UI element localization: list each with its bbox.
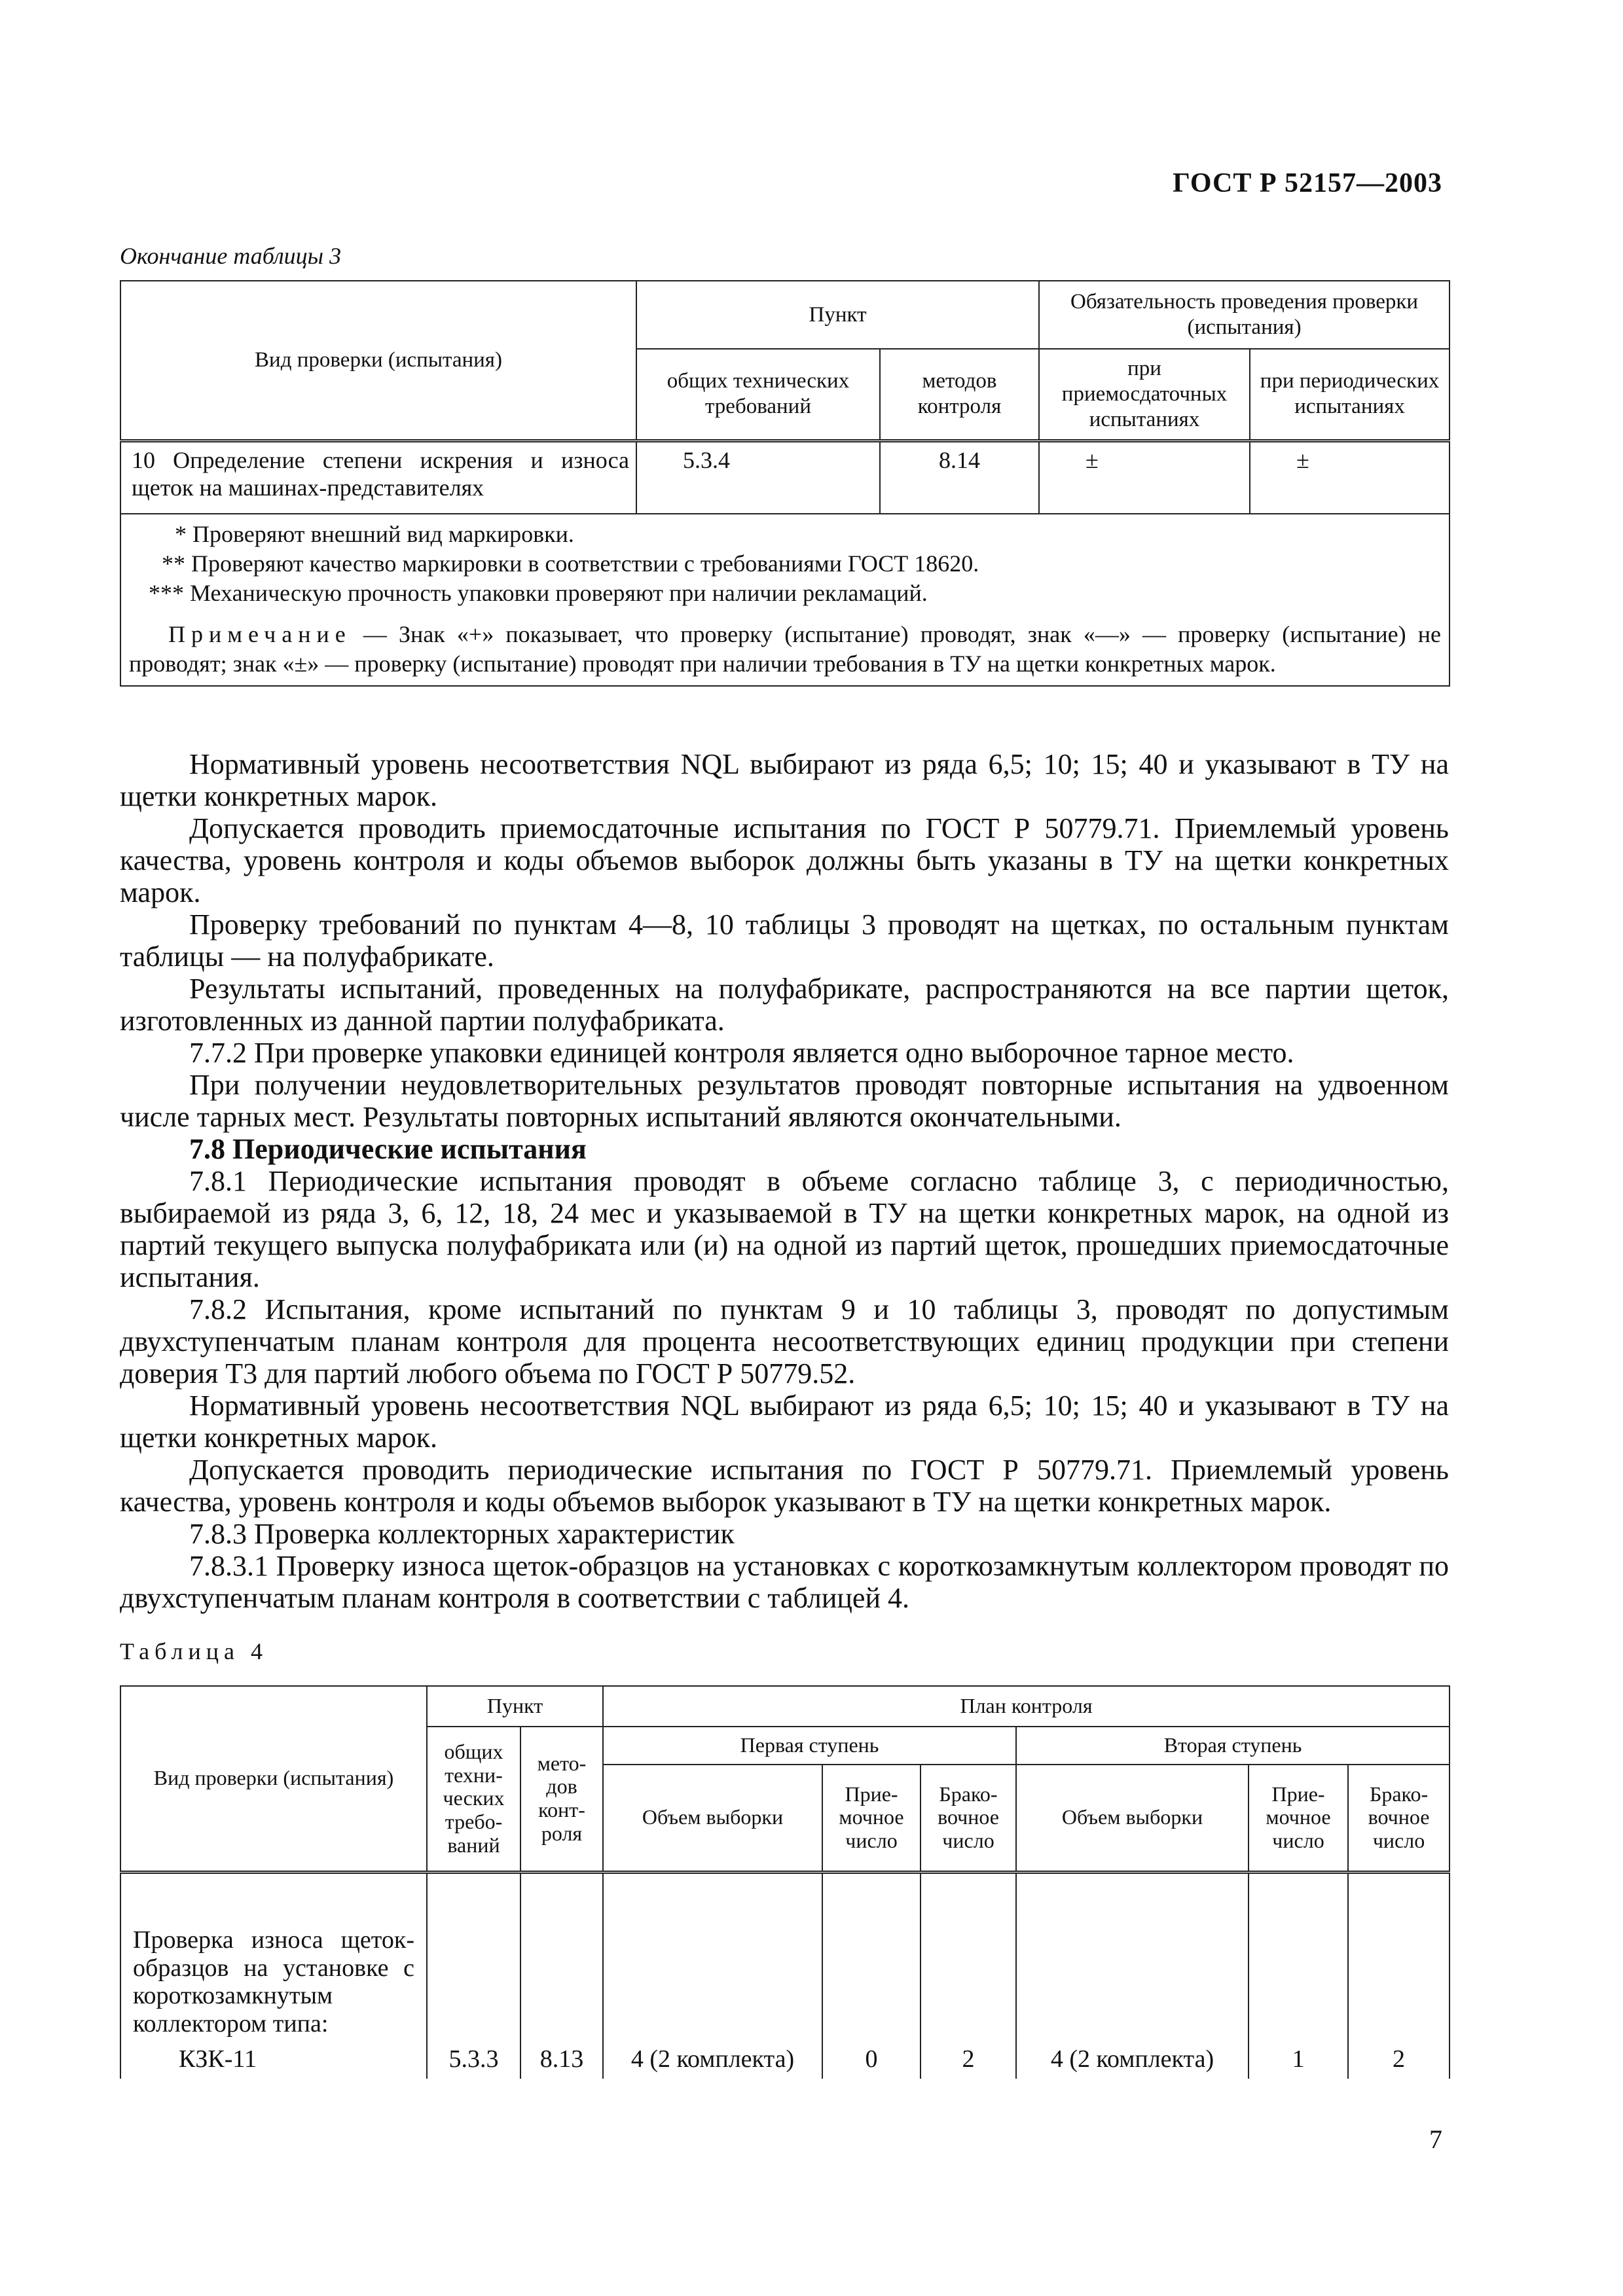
t4-header-s1-reject: Брако-вочное число: [921, 1765, 1016, 1872]
paragraph: Проверку требований по пунктам 4—8, 10 таблицы 3 проводят на щетках, по остальным пунктам таблицы — на полуфабрикате.: [120, 908, 1449, 973]
table-3: [120, 280, 1450, 687]
t4-cell-s1-accept: 0: [822, 1872, 921, 2079]
paragraph: 7.8.3.1 Проверку износа щеток-образцов на установках с короткозамкнутым коллектором проводят по двухступенчатым планам контроля в соответствии с таблицей 4.: [120, 1550, 1449, 1614]
t4-cell-clause-methods: 8.13: [520, 1872, 603, 2079]
t4-cell-s1-reject: 2: [921, 1872, 1016, 2079]
t4-header-s2-reject: Брако-вочное число: [1348, 1765, 1450, 1872]
page-number: 7: [1429, 2125, 1442, 2154]
t4-header-stage2: Вторая ступень: [1016, 1727, 1450, 1765]
t4-cell-clause-general: 5.3.3: [427, 1872, 520, 2079]
t4-cell-check: [120, 1872, 427, 2079]
t3-header-mandatory: Обязательность проведения проверки (испытания): [1039, 281, 1450, 349]
note-text: — Знак «+» показывает, что проверку (испытание) проводят, знак «—» — проверку (испытание) не проводят; знак «±» — проверку (испытание) проводят при наличии требования в ТУ на щетки конкретных марок.: [129, 621, 1442, 677]
t3-cell-acceptance: ±: [1039, 440, 1250, 514]
document-code: ГОСТ Р 52157—2003: [1173, 168, 1442, 198]
t4-header-clause-methods: мето-дов конт-роля: [520, 1727, 603, 1872]
t4-header-s1-sample: Объем выборки: [603, 1765, 822, 1872]
t4-check-label: Проверка износа щеток-образцов на установке с короткозамкнутым коллектором типа:: [133, 1926, 414, 2037]
paragraph: Нормативный уровень несоответствия NQL выбирают из ряда 6,5; 10; 15; 40 и указывают в ТУ на щетки конкретных марок.: [120, 1390, 1449, 1454]
table3-caption: Окончание таблицы 3: [120, 243, 342, 269]
paragraph: Допускается проводить периодические испытания по ГОСТ Р 50779.71. Приемлемый уровень качества, уровень контроля и коды объемов выборок указывают в ТУ на щетки конкретных марок.: [120, 1454, 1449, 1518]
t3-cell-periodic: ±: [1250, 440, 1450, 514]
t4-header-s2-sample: Объем выборки: [1016, 1765, 1249, 1872]
table-row: [120, 440, 1450, 514]
paragraph: 7.7.2 При проверке упаковки единицей контроля является одно выборочное тарное место.: [189, 1037, 1294, 1069]
body-text: [120, 748, 1449, 1614]
t3-header-acceptance: при приемосдаточных испытаниях: [1039, 349, 1250, 440]
t3-header-clause-general: общих технических требований: [636, 349, 880, 440]
note-label: Примечание: [168, 621, 352, 647]
table4-caption: Таблица 4: [120, 1638, 268, 1664]
t4-header-plan: План контроля: [603, 1686, 1450, 1727]
footnote: *** Механическую прочность упаковки проверяют при наличии рекламаций.: [149, 580, 928, 606]
t3-cell-check: 10 Определение степени искрения и износа щеток на машинах-представителях: [120, 440, 636, 514]
paragraph: 7.8.3 Проверка коллекторных характеристик: [189, 1518, 735, 1550]
table-4: [120, 1685, 1450, 2079]
t3-notes: [120, 514, 1450, 686]
paragraph: Результаты испытаний, проведенных на полуфабрикате, распространяются на все партии щеток, изготовленных из данной партии полуфабриката.: [120, 973, 1449, 1037]
t3-header-clause-methods: методов контроля: [880, 349, 1039, 440]
t4-header-clause: Пункт: [427, 1686, 603, 1727]
t4-cell-s2-reject: 2: [1348, 1872, 1450, 2079]
paragraph: При получении неудовлетворительных результатов проводят повторные испытания на удвоенном числе тарных мест. Результаты повторных испытаний являются окончательными.: [120, 1069, 1449, 1133]
t3-header-clause: Пункт: [636, 281, 1039, 349]
table-note: [129, 620, 1441, 679]
t4-header-s2-accept: Прие-мочное число: [1249, 1765, 1348, 1872]
t4-cell-s2-sample: 4 (2 комплекта): [1016, 1872, 1249, 2079]
paragraph: Нормативный уровень несоответствия NQL выбирают из ряда 6,5; 10; 15; 40 и указывают в ТУ на щетки конкретных марок.: [120, 748, 1449, 812]
t4-type-label: КЗК-11: [179, 2045, 257, 2073]
t4-header-check-type: Вид проверки (испытания): [120, 1686, 427, 1872]
paragraph: 7.8.1 Периодические испытания проводят в объеме согласно таблице 3, с периодичностью, выбираемой из ряда 3, 6, 12, 18, 24 мес и указываемой в ТУ на щетки конкретных марок, на одной из партий текущего выпуска полуфабриката или (и) на одной из партий щеток, прошедших приемосдаточные испытания.: [120, 1165, 1449, 1293]
t3-header-periodic: при периодических испытаниях: [1250, 349, 1450, 440]
t4-cell-s1-sample: 4 (2 комплекта): [603, 1872, 822, 2079]
paragraph: 7.8.2 Испытания, кроме испытаний по пунктам 9 и 10 таблицы 3, проводят по допустимым двухступенчатым планам контроля для процента несоответствующих единиц продукции при степени доверия Т3 для партий любого объема по ГОСТ Р 50779.52.: [120, 1293, 1449, 1390]
footnote: ** Проверяют качество маркировки в соответствии с требованиями ГОСТ 18620.: [162, 550, 979, 577]
t4-cell-s2-accept: 1: [1249, 1872, 1348, 2079]
footnote: * Проверяют внешний вид маркировки.: [175, 521, 574, 547]
t3-cell-clause-methods: 8.14: [880, 440, 1039, 514]
t3-header-check-type: Вид проверки (испытания): [120, 281, 636, 440]
t3-cell-clause-general: 5.3.4: [636, 440, 880, 514]
paragraph: Допускается проводить приемосдаточные испытания по ГОСТ Р 50779.71. Приемлемый уровень качества, уровень контроля и коды объемов выборок должны быть указаны в ТУ на щетки конкретных марок.: [120, 812, 1449, 908]
t4-header-stage1: Первая ступень: [603, 1727, 1016, 1765]
t4-header-s1-accept: Прие-мочное число: [822, 1765, 921, 1872]
t4-header-clause-general: общих техни-ческих требо-ваний: [427, 1727, 520, 1872]
table-row: [120, 1872, 1450, 2079]
section-heading: 7.8 Периодические испытания: [189, 1133, 587, 1165]
